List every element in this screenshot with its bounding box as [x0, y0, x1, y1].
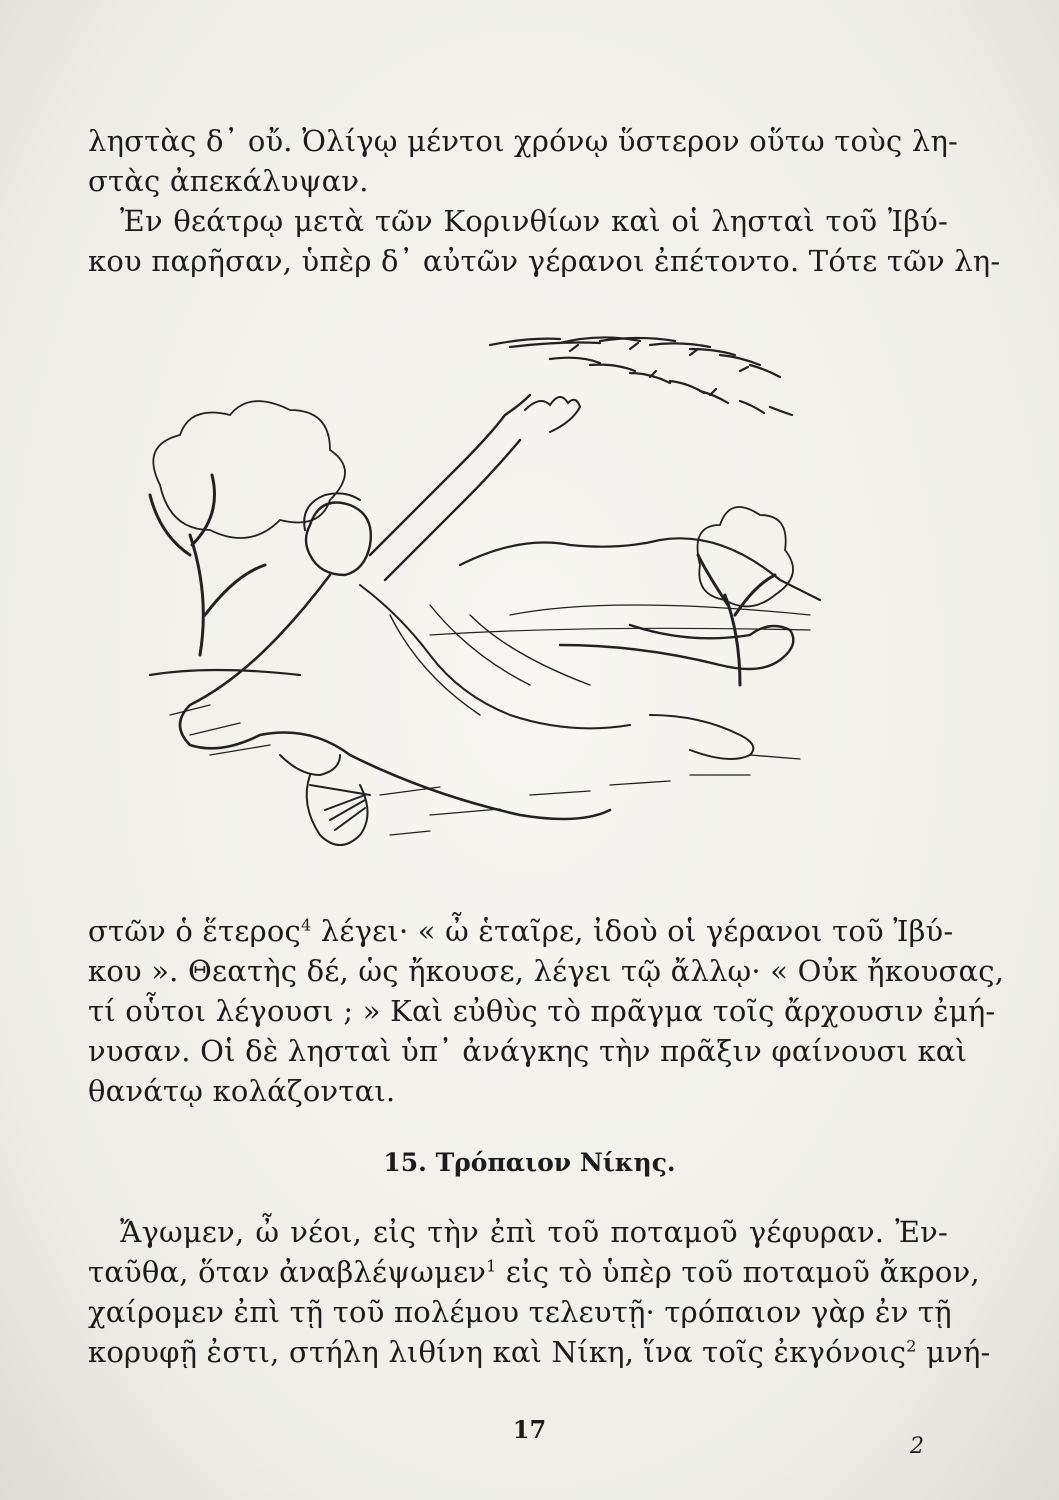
- footnote-marker: 2: [906, 1336, 917, 1356]
- text-line: θανάτῳ κολάζονται.: [88, 1074, 396, 1108]
- text-line: τί οὗτοι λέγουσι ; » Καὶ εὐθὺς τὸ πρᾶγμα τοῖς ἄρχουσιν ἐμή-: [88, 994, 996, 1028]
- text-line: κου ». Θεατὴς δέ, ὡς ἤκουσε, λέγει τῷ ἄλλῳ· « Οὐκ ἤκουσας,: [88, 954, 1005, 988]
- text-segment: στῶν ὁ ἕτερος: [88, 914, 301, 948]
- text-line: νυσαν. Οἱ δὲ λησταὶ ὑπ᾿ ἀνάγκης τὴν πρᾶξιν φαίνουσι καὶ: [88, 1034, 968, 1068]
- text-segment: εἰς τὸ ὑπὲρ τοῦ ποταμοῦ ἄκρον,: [496, 1255, 980, 1289]
- signature-mark: 2: [910, 1434, 924, 1459]
- text-segment: μνή-: [916, 1335, 991, 1369]
- top-paragraph: [88, 121, 1001, 281]
- text-segment: λέγει· « ὦ ἑταῖρε, ἰδοὺ οἱ γέρανοι τοῦ Ἰβύ-: [311, 914, 954, 948]
- text-line: χαίρομεν ἐπὶ τῇ τοῦ πολέμου τελευτῇ· τρόπαιον γὰρ ἐν τῇ: [88, 1295, 952, 1329]
- text-line: ληστὰς δ᾿ οὔ. Ὀλίγῳ μέντοι χρόνῳ ὕστερον οὕτω τοὺς λη-: [88, 124, 959, 158]
- footnote-marker: 1: [486, 1256, 497, 1276]
- text-line: Ἐν θεάτρῳ μετὰ τῶν Κορινθίων καὶ οἱ λησταὶ τοῦ Ἰβύ-: [120, 204, 948, 238]
- reclining-poet-with-lyre-and-cranes-illustration: [130, 315, 830, 875]
- text-line: [88, 911, 954, 951]
- text-line: [88, 1252, 980, 1292]
- middle-paragraph: [88, 911, 1005, 1111]
- page-number: 17: [512, 1415, 547, 1444]
- text-line: κου παρῆσαν, ὑπὲρ δ᾿ αὐτῶν γέρανοι ἐπέτοντο. Τότε τῶν λη-: [88, 244, 1001, 278]
- section-heading: 15. Τρόπαιον Νίκης.: [383, 1148, 676, 1177]
- text-segment: κορυφῇ ἐστι, στήλη λιθίνη καὶ Νίκη, ἵνα τοῖς ἐκγόνοις: [88, 1335, 907, 1369]
- footnote-marker: 4: [301, 915, 312, 935]
- bottom-paragraph: [88, 1212, 991, 1372]
- text-line: [88, 1332, 991, 1372]
- text-segment: ταῦθα, ὅταν ἀναβλέψωμεν: [88, 1255, 487, 1289]
- text-line: Ἄγωμεν, ὦ νέοι, εἰς τὴν ἐπὶ τοῦ ποταμοῦ γέφυραν. Ἐν-: [120, 1215, 948, 1249]
- text-line: στὰς ἀπεκάλυψαν.: [88, 164, 369, 198]
